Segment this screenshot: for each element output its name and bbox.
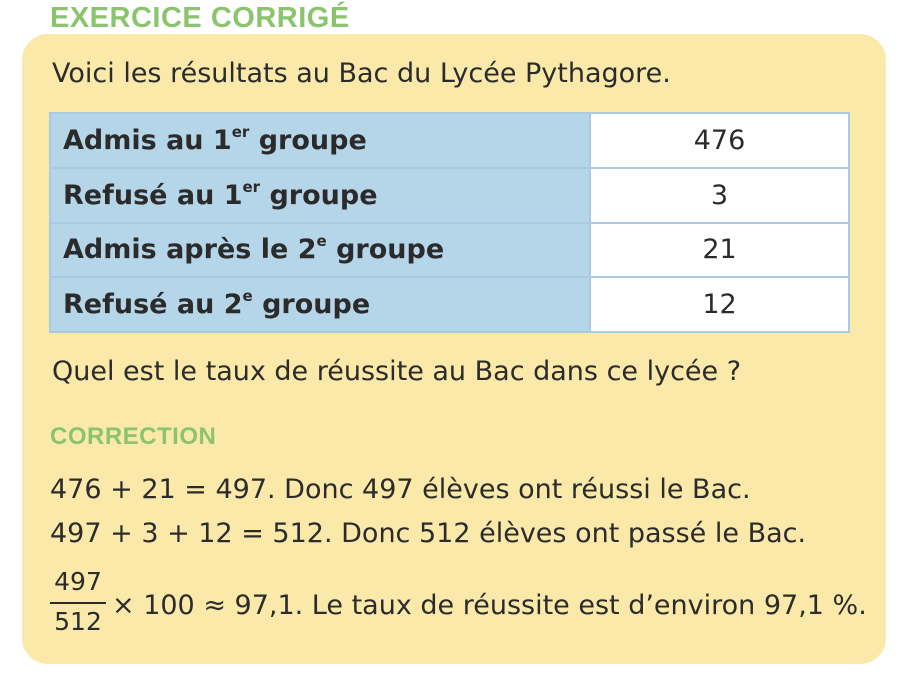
correction-line-3: × 100 ≈ 97,1. Le taux de réussite est d’environ 97,1 %. bbox=[112, 590, 867, 621]
fraction-numerator: 497 bbox=[54, 567, 102, 596]
row-label: Refusé au 2e groupe bbox=[50, 277, 590, 332]
row-value: 21 bbox=[590, 223, 849, 278]
table-row bbox=[50, 168, 849, 223]
correction-heading: CORRECTION bbox=[50, 423, 217, 450]
row-value: 476 bbox=[590, 113, 849, 168]
exercise-heading: EXERCICE CORRIGÉ bbox=[50, 2, 350, 34]
question-text: Quel est le taux de réussite au Bac dans ce lycée ? bbox=[52, 356, 742, 387]
table-row bbox=[50, 113, 849, 168]
intro-text: Voici les résultats au Bac du Lycée Pythagore. bbox=[52, 58, 671, 89]
table-row bbox=[50, 223, 849, 278]
row-label: Admis après le 2e groupe bbox=[50, 223, 590, 278]
correction-line-1: 476 + 21 = 497. Donc 497 élèves ont réussi le Bac. bbox=[50, 474, 751, 505]
correction-line-2: 497 + 3 + 12 = 512. Donc 512 élèves ont passé le Bac. bbox=[50, 518, 807, 549]
table-row bbox=[50, 277, 849, 332]
row-label: Refusé au 1er groupe bbox=[50, 168, 590, 223]
fraction-denominator: 512 bbox=[54, 607, 102, 636]
row-label: Admis au 1er groupe bbox=[50, 113, 590, 168]
row-value: 3 bbox=[590, 168, 849, 223]
results-table bbox=[49, 112, 850, 333]
fraction bbox=[50, 566, 106, 638]
fraction-bar bbox=[50, 602, 106, 604]
row-value: 12 bbox=[590, 277, 849, 332]
